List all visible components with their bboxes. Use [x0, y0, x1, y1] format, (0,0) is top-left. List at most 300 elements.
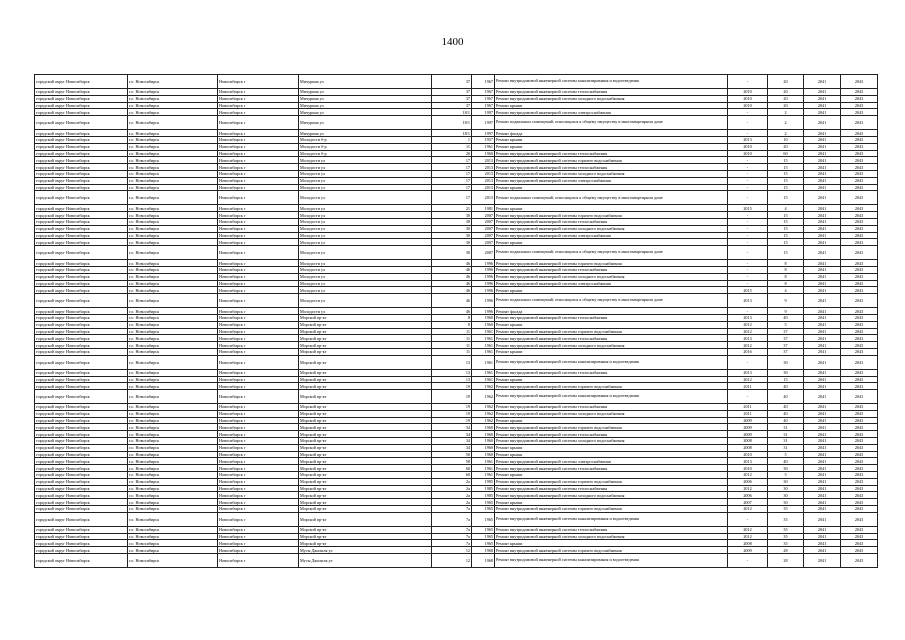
city-cell: Новосибирск г [218, 451, 299, 458]
plan-end-year-cell: 2043 [841, 150, 878, 157]
street-cell: Морской пр-кт [299, 485, 432, 492]
municipality-cell: городской округ Новосибирск [35, 280, 128, 287]
last-repair-year-cell: 2012 [728, 526, 768, 533]
city-cell: Новосибирск г [218, 89, 299, 96]
repair-type-cell: Ремонт внутридомовой инженерной системы электроснабжения [495, 232, 728, 239]
wear-percent-cell: 40 [768, 383, 804, 390]
municipality-cell: городской округ Новосибирск [35, 273, 128, 280]
repair-type-cell: Ремонт внутридомовой инженерной системы горячего водоснабжения [495, 424, 728, 431]
wear-percent-cell: 30 [768, 492, 804, 499]
build-year-cell: 1996 [472, 273, 495, 280]
wear-percent-cell: 37 [768, 348, 804, 355]
last-repair-year-cell: - [728, 225, 768, 232]
repair-type-cell: Ремонт крыши [495, 184, 728, 191]
city-cell: Новосибирск г [218, 410, 299, 417]
repair-type-cell: Ремонт внутридомовой инженерной системы горячего водоснабжения [495, 383, 728, 390]
street-cell: Молодости ул [299, 177, 432, 184]
build-year-cell: 1962 [472, 410, 495, 417]
plan-start-year-cell: 2041 [804, 472, 841, 479]
last-repair-year-cell: - [728, 554, 768, 568]
plan-end-year-cell: 2043 [841, 348, 878, 355]
plan-end-year-cell: 2043 [841, 232, 878, 239]
street-cell: Морской пр-кт [299, 410, 432, 417]
wear-percent-cell: 60 [768, 150, 804, 157]
city-cell: Новосибирск г [218, 116, 299, 130]
plan-end-year-cell: 2043 [841, 177, 878, 184]
table-row [35, 246, 878, 260]
district-cell: г.о. Новосибирск [128, 266, 218, 273]
plan-start-year-cell: 2041 [804, 109, 841, 116]
table-row [35, 212, 878, 219]
table-row [35, 287, 878, 294]
house-number-cell: 17 [432, 157, 472, 164]
house-number-cell: 46 [432, 287, 472, 294]
plan-start-year-cell: 2041 [804, 287, 841, 294]
plan-start-year-cell: 2041 [804, 266, 841, 273]
table-row [35, 451, 878, 458]
repair-type-cell: Ремонт внутридомовой инженерной системы теплоснабжения [495, 485, 728, 492]
wear-percent-cell: 9 [768, 294, 804, 308]
table-row [35, 130, 878, 137]
wear-percent-cell: 20 [768, 95, 804, 102]
last-repair-year-cell: 2010 [728, 95, 768, 102]
house-number-cell: 17 [432, 170, 472, 177]
repair-type-cell: Ремонт внутридомовой инженерной системы холодного водоснабжения [495, 492, 728, 499]
last-repair-year-cell: 2012 [728, 328, 768, 335]
build-year-cell: 2007 [472, 232, 495, 239]
city-cell: Новосибирск г [218, 95, 299, 102]
table-row [35, 191, 878, 205]
plan-end-year-cell: 2043 [841, 492, 878, 499]
wear-percent-cell: 20 [768, 89, 804, 96]
municipality-cell: городской округ Новосибирск [35, 458, 128, 465]
city-cell: Новосибирск г [218, 260, 299, 267]
plan-start-year-cell: 2041 [804, 75, 841, 89]
street-cell: Молодости б-р [299, 136, 432, 143]
municipality-cell: городской округ Новосибирск [35, 492, 128, 499]
plan-end-year-cell: 2043 [841, 417, 878, 424]
last-repair-year-cell: 2015 [728, 205, 768, 212]
municipality-cell: городской округ Новосибирск [35, 355, 128, 369]
street-cell: Морской пр-кт [299, 499, 432, 506]
build-year-cell: 2007 [472, 239, 495, 246]
plan-end-year-cell: 2043 [841, 205, 878, 212]
plan-start-year-cell: 2041 [804, 314, 841, 321]
city-cell: Новосибирск г [218, 280, 299, 287]
street-cell: Морской пр-кт [299, 458, 432, 465]
city-cell: Новосибирск г [218, 130, 299, 137]
district-cell: г.о. Новосибирск [128, 164, 218, 171]
street-cell: Мичурина ул [299, 116, 432, 130]
city-cell: Новосибирск г [218, 170, 299, 177]
last-repair-year-cell: - [728, 170, 768, 177]
district-cell: г.о. Новосибирск [128, 184, 218, 191]
build-year-cell: 1967 [472, 75, 495, 89]
street-cell: Мичурина ул [299, 75, 432, 89]
municipality-cell: городской округ Новосибирск [35, 314, 128, 321]
repair-type-cell: Ремонт внутридомовой инженерной системы канализирования и водоотведения [495, 512, 728, 526]
plan-end-year-cell: 2043 [841, 410, 878, 417]
city-cell: Новосибирск г [218, 554, 299, 568]
street-cell: Мичурина ул [299, 109, 432, 116]
city-cell: Новосибирск г [218, 472, 299, 479]
last-repair-year-cell: 2011 [728, 383, 768, 390]
build-year-cell: 2007 [472, 246, 495, 260]
last-repair-year-cell: 2010 [728, 150, 768, 157]
wear-percent-cell: 30 [768, 355, 804, 369]
district-cell: г.о. Новосибирск [128, 431, 218, 438]
plan-start-year-cell: 2041 [804, 547, 841, 554]
repair-type-cell: Ремонт крыши [495, 451, 728, 458]
plan-start-year-cell: 2041 [804, 492, 841, 499]
repair-type-cell: Ремонт внутридомовой инженерной системы горячего водоснабжения [495, 547, 728, 554]
municipality-cell: городской округ Новосибирск [35, 260, 128, 267]
municipality-cell: городской округ Новосибирск [35, 321, 128, 328]
build-year-cell: 1961 [472, 369, 495, 376]
repair-type-cell: Ремонт фасада [495, 308, 728, 315]
build-year-cell: 1997 [472, 116, 495, 130]
street-cell: Морской пр-кт [299, 424, 432, 431]
house-number-cell: 19 [432, 390, 472, 404]
plan-end-year-cell: 2043 [841, 287, 878, 294]
city-cell: Новосибирск г [218, 239, 299, 246]
wear-percent-cell: 5 [768, 321, 804, 328]
table-row [35, 390, 878, 404]
last-repair-year-cell: - [728, 232, 768, 239]
last-repair-year-cell: 2006 [728, 492, 768, 499]
street-cell: Морской пр-кт [299, 355, 432, 369]
house-number-cell: 21 [432, 205, 472, 212]
table-row [35, 554, 878, 568]
house-number-cell: 11 [432, 328, 472, 335]
build-year-cell: 1965 [472, 512, 495, 526]
district-cell: г.о. Новосибирск [128, 287, 218, 294]
wear-percent-cell: 4 [768, 205, 804, 212]
district-cell: г.о. Новосибирск [128, 225, 218, 232]
table-row [35, 335, 878, 342]
city-cell: Новосибирск г [218, 499, 299, 506]
street-cell: Морской пр-кт [299, 417, 432, 424]
municipality-cell: городской округ Новосибирск [35, 335, 128, 342]
city-cell: Новосибирск г [218, 342, 299, 349]
last-repair-year-cell: - [728, 157, 768, 164]
municipality-cell: городской округ Новосибирск [35, 383, 128, 390]
build-year-cell: 1996 [472, 308, 495, 315]
build-year-cell: 1967 [472, 102, 495, 109]
district-cell: г.о. Новосибирск [128, 191, 218, 205]
house-number-cell: 1 [432, 136, 472, 143]
district-cell: г.о. Новосибирск [128, 170, 218, 177]
plan-start-year-cell: 2041 [804, 554, 841, 568]
city-cell: Новосибирск г [218, 218, 299, 225]
district-cell: г.о. Новосибирск [128, 540, 218, 547]
table-row [35, 499, 878, 506]
plan-start-year-cell: 2041 [804, 184, 841, 191]
plan-start-year-cell: 2041 [804, 170, 841, 177]
district-cell: г.о. Новосибирск [128, 273, 218, 280]
wear-percent-cell: 40 [768, 390, 804, 404]
district-cell: г.о. Новосибирск [128, 472, 218, 479]
municipality-cell: городской округ Новосибирск [35, 212, 128, 219]
street-cell: Морской пр-кт [299, 478, 432, 485]
wear-percent-cell: 15 [768, 191, 804, 205]
plan-start-year-cell: 2041 [804, 143, 841, 150]
wear-percent-cell: 20 [768, 143, 804, 150]
municipality-cell: городской округ Новосибирск [35, 499, 128, 506]
repair-type-cell: Ремонт подвальных помещений, относящихся к общему имуществу в многоквартирном доме [495, 246, 728, 260]
house-number-cell: 19 [432, 383, 472, 390]
repair-type-cell: Ремонт внутридомовой инженерной системы теплоснабжения [495, 465, 728, 472]
build-year-cell: 1961 [472, 143, 495, 150]
municipality-cell: городской округ Новосибирск [35, 239, 128, 246]
build-year-cell: 2007 [472, 212, 495, 219]
house-number-cell: 8 [432, 321, 472, 328]
capital-repair-table [34, 74, 878, 568]
wear-percent-cell: 40 [768, 314, 804, 321]
table-row [35, 164, 878, 171]
plan-start-year-cell: 2041 [804, 191, 841, 205]
table-row [35, 273, 878, 280]
repair-type-cell: Ремонт крыши [495, 376, 728, 383]
municipality-cell: городской округ Новосибирск [35, 116, 128, 130]
plan-start-year-cell: 2041 [804, 410, 841, 417]
street-cell: Морской пр-кт [299, 376, 432, 383]
wear-percent-cell: 2 [768, 116, 804, 130]
last-repair-year-cell: 2010 [728, 89, 768, 96]
street-cell: Молодости ул [299, 260, 432, 267]
wear-percent-cell: 8 [768, 260, 804, 267]
wear-percent-cell: 40 [768, 417, 804, 424]
table-row [35, 75, 878, 89]
last-repair-year-cell: 2012 [728, 342, 768, 349]
house-number-cell: 18/1 [432, 109, 472, 116]
build-year-cell: 1961 [472, 342, 495, 349]
house-number-cell: 19 [432, 410, 472, 417]
plan-start-year-cell: 2041 [804, 526, 841, 533]
plan-start-year-cell: 2041 [804, 478, 841, 485]
house-number-cell: 7а [432, 533, 472, 540]
plan-end-year-cell: 2043 [841, 225, 878, 232]
last-repair-year-cell: 2009 [728, 424, 768, 431]
city-cell: Новосибирск г [218, 431, 299, 438]
house-number-cell: 37 [432, 95, 472, 102]
city-cell: Новосибирск г [218, 478, 299, 485]
table-row [35, 431, 878, 438]
last-repair-year-cell: - [728, 273, 768, 280]
plan-end-year-cell: 2043 [841, 321, 878, 328]
street-cell: Морской пр-кт [299, 512, 432, 526]
street-cell: Молодости ул [299, 280, 432, 287]
plan-end-year-cell: 2043 [841, 109, 878, 116]
plan-end-year-cell: 2043 [841, 526, 878, 533]
build-year-cell: 2007 [472, 225, 495, 232]
plan-end-year-cell: 2043 [841, 390, 878, 404]
plan-start-year-cell: 2041 [804, 390, 841, 404]
city-cell: Новосибирск г [218, 383, 299, 390]
table-row [35, 485, 878, 492]
plan-end-year-cell: 2043 [841, 342, 878, 349]
municipality-cell: городской округ Новосибирск [35, 390, 128, 404]
plan-end-year-cell: 2043 [841, 75, 878, 89]
district-cell: г.о. Новосибирск [128, 321, 218, 328]
house-number-cell: 18/1 [432, 130, 472, 137]
plan-start-year-cell: 2041 [804, 355, 841, 369]
repair-type-cell: Ремонт крыши [495, 472, 728, 479]
table-row [35, 89, 878, 96]
last-repair-year-cell: 2012 [728, 376, 768, 383]
table-row [35, 342, 878, 349]
table-row [35, 294, 878, 308]
repair-type-cell: Ремонт внутридомовой инженерной системы электроснабжения [495, 458, 728, 465]
table-row [35, 321, 878, 328]
municipality-cell: городской округ Новосибирск [35, 547, 128, 554]
wear-percent-cell: 15 [768, 225, 804, 232]
plan-end-year-cell: 2043 [841, 260, 878, 267]
district-cell: г.о. Новосибирск [128, 239, 218, 246]
city-cell: Новосибирск г [218, 225, 299, 232]
district-cell: г.о. Новосибирск [128, 355, 218, 369]
plan-end-year-cell: 2043 [841, 465, 878, 472]
city-cell: Новосибирск г [218, 308, 299, 315]
plan-end-year-cell: 2043 [841, 130, 878, 137]
city-cell: Новосибирск г [218, 150, 299, 157]
plan-end-year-cell: 2043 [841, 444, 878, 451]
street-cell: Молодости ул [299, 157, 432, 164]
district-cell: г.о. Новосибирск [128, 478, 218, 485]
house-number-cell: 37 [432, 75, 472, 89]
municipality-cell: городской округ Новосибирск [35, 170, 128, 177]
last-repair-year-cell: 2010 [728, 143, 768, 150]
district-cell: г.о. Новосибирск [128, 314, 218, 321]
municipality-cell: городской округ Новосибирск [35, 136, 128, 143]
plan-end-year-cell: 2043 [841, 458, 878, 465]
table-row [35, 280, 878, 287]
table-row [35, 308, 878, 315]
plan-end-year-cell: 2043 [841, 540, 878, 547]
street-cell: Морской пр-кт [299, 533, 432, 540]
house-number-cell: 46 [432, 280, 472, 287]
last-repair-year-cell: 2013 [728, 369, 768, 376]
plan-end-year-cell: 2043 [841, 266, 878, 273]
city-cell: Новосибирск г [218, 177, 299, 184]
wear-percent-cell: 2 [768, 130, 804, 137]
plan-start-year-cell: 2041 [804, 485, 841, 492]
street-cell: Молодости б-р [299, 143, 432, 150]
table-row [35, 348, 878, 355]
build-year-cell: 1997 [472, 109, 495, 116]
build-year-cell: 1960 [472, 451, 495, 458]
street-cell: Морской пр-кт [299, 444, 432, 451]
street-cell: Молодости б-р [299, 150, 432, 157]
wear-percent-cell: 15 [768, 184, 804, 191]
district-cell: г.о. Новосибирск [128, 512, 218, 526]
district-cell: г.о. Новосибирск [128, 369, 218, 376]
table-row [35, 376, 878, 383]
city-cell: Новосибирск г [218, 109, 299, 116]
plan-start-year-cell: 2041 [804, 260, 841, 267]
last-repair-year-cell: 2013 [728, 335, 768, 342]
wear-percent-cell: 15 [768, 157, 804, 164]
wear-percent-cell: 8 [768, 273, 804, 280]
table-row [35, 314, 878, 321]
repair-type-cell: Ремонт внутридомовой инженерной системы электроснабжения [495, 280, 728, 287]
build-year-cell: 1960 [472, 321, 495, 328]
build-year-cell: 1996 [472, 260, 495, 267]
repair-type-cell: Ремонт внутридомовой инженерной системы горячего водоснабжения [495, 506, 728, 513]
district-cell: г.о. Новосибирск [128, 294, 218, 308]
last-repair-year-cell: 2012 [728, 321, 768, 328]
street-cell: Молодости ул [299, 273, 432, 280]
repair-type-cell: Ремонт внутридомовой инженерной системы теплоснабжения [495, 164, 728, 171]
wear-percent-cell: 30 [768, 499, 804, 506]
wear-percent-cell: 35 [768, 533, 804, 540]
house-number-cell: 2а [432, 478, 472, 485]
plan-end-year-cell: 2043 [841, 533, 878, 540]
district-cell: г.о. Новосибирск [128, 348, 218, 355]
city-cell: Новосибирск г [218, 294, 299, 308]
repair-type-cell: Ремонт внутридомовой инженерной системы канализирования и водоотведения [495, 554, 728, 568]
wear-percent-cell: 2 [768, 109, 804, 116]
last-repair-year-cell: - [728, 109, 768, 116]
plan-start-year-cell: 2041 [804, 294, 841, 308]
city-cell: Новосибирск г [218, 417, 299, 424]
wear-percent-cell: 35 [768, 506, 804, 513]
city-cell: Новосибирск г [218, 506, 299, 513]
house-number-cell: 8 [432, 314, 472, 321]
plan-start-year-cell: 2041 [804, 342, 841, 349]
municipality-cell: городской округ Новосибирск [35, 164, 128, 171]
street-cell: Мичурина ул [299, 95, 432, 102]
plan-start-year-cell: 2041 [804, 321, 841, 328]
repair-type-cell: Ремонт внутридомовой инженерной системы горячего водоснабжения [495, 328, 728, 335]
district-cell: г.о. Новосибирск [128, 424, 218, 431]
district-cell: г.о. Новосибирск [128, 451, 218, 458]
wear-percent-cell: 40 [768, 410, 804, 417]
plan-start-year-cell: 2041 [804, 232, 841, 239]
district-cell: г.о. Новосибирск [128, 150, 218, 157]
street-cell: Морской пр-кт [299, 472, 432, 479]
house-number-cell: 30 [432, 232, 472, 239]
street-cell: Мичурина ул [299, 130, 432, 137]
repair-type-cell: Ремонт внутридомовой инженерной системы электроснабжения [495, 177, 728, 184]
district-cell: г.о. Новосибирск [128, 506, 218, 513]
wear-percent-cell: 37 [768, 335, 804, 342]
district-cell: г.о. Новосибирск [128, 458, 218, 465]
plan-start-year-cell: 2041 [804, 225, 841, 232]
build-year-cell: 1965 [472, 526, 495, 533]
street-cell: Молодости ул [299, 266, 432, 273]
district-cell: г.о. Новосибирск [128, 547, 218, 554]
table-row [35, 177, 878, 184]
plan-end-year-cell: 2043 [841, 246, 878, 260]
repair-type-cell: Ремонт внутридомовой инженерной системы теплоснабжения [495, 266, 728, 273]
table-row [35, 404, 878, 411]
plan-start-year-cell: 2041 [804, 335, 841, 342]
wear-percent-cell: 28 [768, 554, 804, 568]
municipality-cell: городской округ Новосибирск [35, 506, 128, 513]
table-row [35, 540, 878, 547]
municipality-cell: городской округ Новосибирск [35, 191, 128, 205]
repair-type-cell: Ремонт подвальных помещений, относящихся к общему имуществу в многоквартирном доме [495, 191, 728, 205]
table-row [35, 260, 878, 267]
build-year-cell: 1960 [472, 424, 495, 431]
repair-type-cell: Ремонт крыши [495, 417, 728, 424]
build-year-cell: 1960 [472, 438, 495, 445]
table-row [35, 266, 878, 273]
repair-type-cell: Ремонт внутридомовой инженерной системы теплоснабжения [495, 404, 728, 411]
street-cell: Молодости ул [299, 164, 432, 171]
municipality-cell: городской округ Новосибирск [35, 177, 128, 184]
